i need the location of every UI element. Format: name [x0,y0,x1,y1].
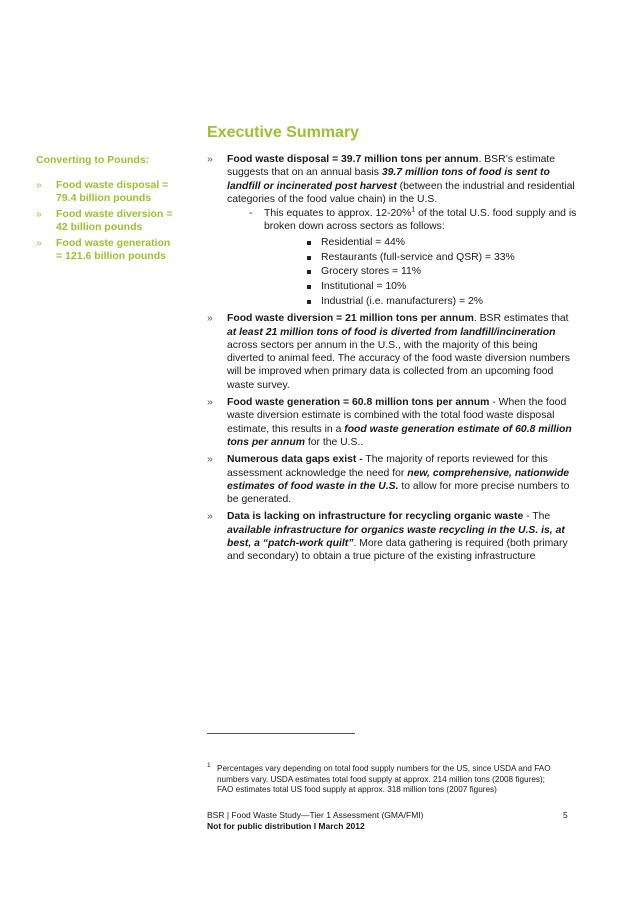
sub-point-text: This equates to approx. 12-20% [264,208,412,220]
sector-text: Restaurants (full-service and QSR) = 33% [321,251,515,263]
footnote-ref: 1 [411,206,416,214]
sidebar-list [36,179,176,262]
bullet-lead: Numerous data gaps exist - [227,454,363,466]
bullet-text: . BSR estimates that [473,313,569,325]
bullet-text: (between the industrial and residential categories of the food value chain) in the U.S. [227,180,575,205]
bullet-emphasis: food waste generation estimate of 60.8 million tons per annum [227,423,572,448]
bullet-text: to allow for more precise numbers to be generated. [227,480,570,506]
sub-point [227,207,577,234]
chevron-icon: » [36,237,42,249]
sector-text: Industrial (i.e. manufacturers) = 2% [321,295,483,307]
square-bullet-icon [307,270,311,274]
bullet-emphasis: new, comprehensive, nationwide estimates of food waste in the U.S. [227,467,570,492]
sector-item [227,280,577,293]
summary-body [207,153,577,568]
square-bullet-icon [307,241,311,245]
sidebar-item-text: Food waste diversion = 42 billion pounds [56,208,173,233]
bullet-text: - The [523,511,551,523]
bullet-text: for the U.S.. [304,436,364,448]
chevron-icon: » [207,511,213,523]
chevron-icon: » [36,179,42,191]
sidebar-item-text: Food waste disposal = 79.4 billion pounds [56,179,169,204]
chevron-icon: » [207,313,213,325]
square-bullet-icon [307,256,311,260]
bullet-text: . More data gathering is required (both primary and secondary) to obtain a true picture of the existing infrastructure [227,538,568,563]
bullet-text: - When the food waste diversion estimate is combined with the total food waste disposal estimate, this results in a [227,397,567,435]
sector-item [227,236,577,249]
chevron-icon: » [207,454,213,466]
bullet-lead: Data is lacking on infrastructure for recycling organic waste [227,511,524,523]
sector-item [227,265,577,278]
footnote-text: Percentages vary depending on total food supply numbers for the US, since USDA and FAO numbers vary. USDA estimates total food supply at approx. 214 million tons (2008 figures); FAO estimates total US food supply at approx. 318 million tons (2007 figures) [217,764,551,795]
sidebar-item [36,179,176,204]
sub-point-text: of the total U.S. food supply and is broken down across sectors as follows: [264,208,577,233]
bullet-emphasis: available infrastructure for organics waste recycling in the U.S. is, at best, a “patch-work quilt” [227,524,565,550]
bullet-lead: Food waste disposal = 39.7 million tons per annum [227,154,479,165]
footnote-divider [207,733,355,734]
bullet-text: The majority of reports reviewed for this assessment acknowledge the need for [227,454,548,479]
summary-bullet-disposal [207,153,577,308]
bullet-text: . BSR’s estimate suggests that on an annual basis [227,154,556,179]
dash-marker: - [249,208,253,220]
bullet-lead: Food waste generation = 60.8 million tons per annum [227,397,490,409]
sidebar-item [36,208,176,233]
page-number: 5 [563,810,568,820]
sector-text: Residential = 44% [321,236,406,248]
summary-bullet-generation [207,396,577,449]
chevron-icon: » [36,208,42,220]
bullet-lead: Food waste diversion = 21 million tons per annum [227,313,474,325]
page-footer [207,810,577,832]
square-bullet-icon [307,300,311,304]
sidebar-heading: Converting to Pounds: [36,154,150,166]
footer-distribution-note: Not for public distribution I March 2012 [207,821,365,831]
sidebar-item [36,237,176,262]
chevron-icon: » [207,397,213,409]
sidebar-item-text: Food waste generation = 121.6 billion pounds [56,237,171,262]
page-title: Executive Summary [207,124,360,141]
chevron-icon: » [207,154,213,165]
footnote [207,764,557,796]
sidebar [36,154,176,266]
sector-text: Institutional = 10% [321,281,407,293]
footer-document-title: BSR | Food Waste Study—Tier 1 Assessment (GMA/FMI) [207,810,424,820]
sector-list [227,236,577,308]
footnote-number: 1 [207,762,211,769]
bullet-emphasis: 39.7 million tons of food is sent to landfill or incinerated post harvest [227,167,550,192]
sector-item [227,251,577,264]
sector-text: Grocery stores = 11% [321,266,421,278]
summary-bullet-infrastructure [207,510,577,563]
summary-bullet-data-gaps [207,453,577,506]
square-bullet-icon [307,285,311,289]
summary-bullet-diversion [207,312,577,392]
bullet-emphasis: at least 21 million tons of food is diverted from landfill/incineration [227,326,556,338]
sector-item [227,295,577,308]
bullet-text: across sectors per annum in the U.S., with the majority of this being diverted to animal feed. The accuracy of the food waste diversion numbers will be improved when primary data is collected from an upcoming food waste survey. [227,339,570,391]
